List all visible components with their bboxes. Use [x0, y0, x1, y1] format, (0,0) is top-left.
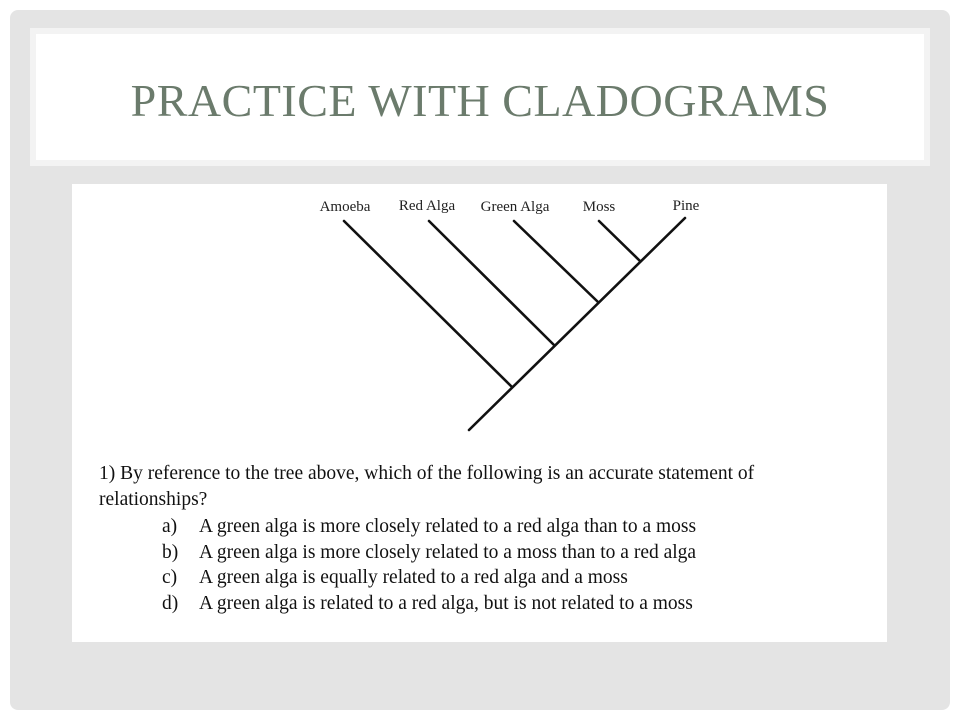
- answer-options: [99, 514, 869, 616]
- option-b: [99, 540, 869, 566]
- option-c: [99, 565, 869, 591]
- option-d: [99, 591, 869, 617]
- question-prompt-line-2: relationships?: [99, 489, 208, 510]
- option-text: A green alga is equally related to a red alga and a moss: [199, 567, 628, 588]
- branch-moss: [599, 221, 640, 261]
- taxon-label-pine: Pine: [672, 198, 700, 214]
- option-text: A green alga is more closely related to a red alga than to a moss: [199, 516, 697, 537]
- option-letter: a): [162, 516, 178, 537]
- taxon-label-green-alga: Green Alga: [480, 199, 550, 215]
- branch-red-alga: [429, 221, 554, 345]
- branch-trunk-to-pine: [469, 218, 685, 430]
- cladogram-figure: [72, 184, 887, 642]
- option-a: [99, 514, 869, 540]
- title-box: [30, 28, 930, 166]
- option-letter: c): [162, 567, 178, 588]
- branch-amoeba: [344, 221, 512, 387]
- branch-green-alga: [514, 221, 598, 302]
- option-text: A green alga is more closely related to a moss than to a red alga: [199, 541, 697, 563]
- taxon-label-amoeba: Amoeba: [319, 199, 371, 215]
- option-letter: d): [162, 592, 179, 614]
- slide-title: PRACTICE WITH CLADOGRAMS: [130, 75, 830, 126]
- option-letter: b): [162, 541, 179, 563]
- option-text: A green alga is related to a red alga, but is not related to a moss: [199, 592, 693, 614]
- taxon-label-moss: Moss: [582, 199, 616, 215]
- taxon-label-red-alga: Red Alga: [398, 198, 456, 214]
- question-prompt: [99, 461, 869, 513]
- question-prompt-line-1: 1) By reference to the tree above, which of the following is an accurate statement of: [99, 463, 755, 484]
